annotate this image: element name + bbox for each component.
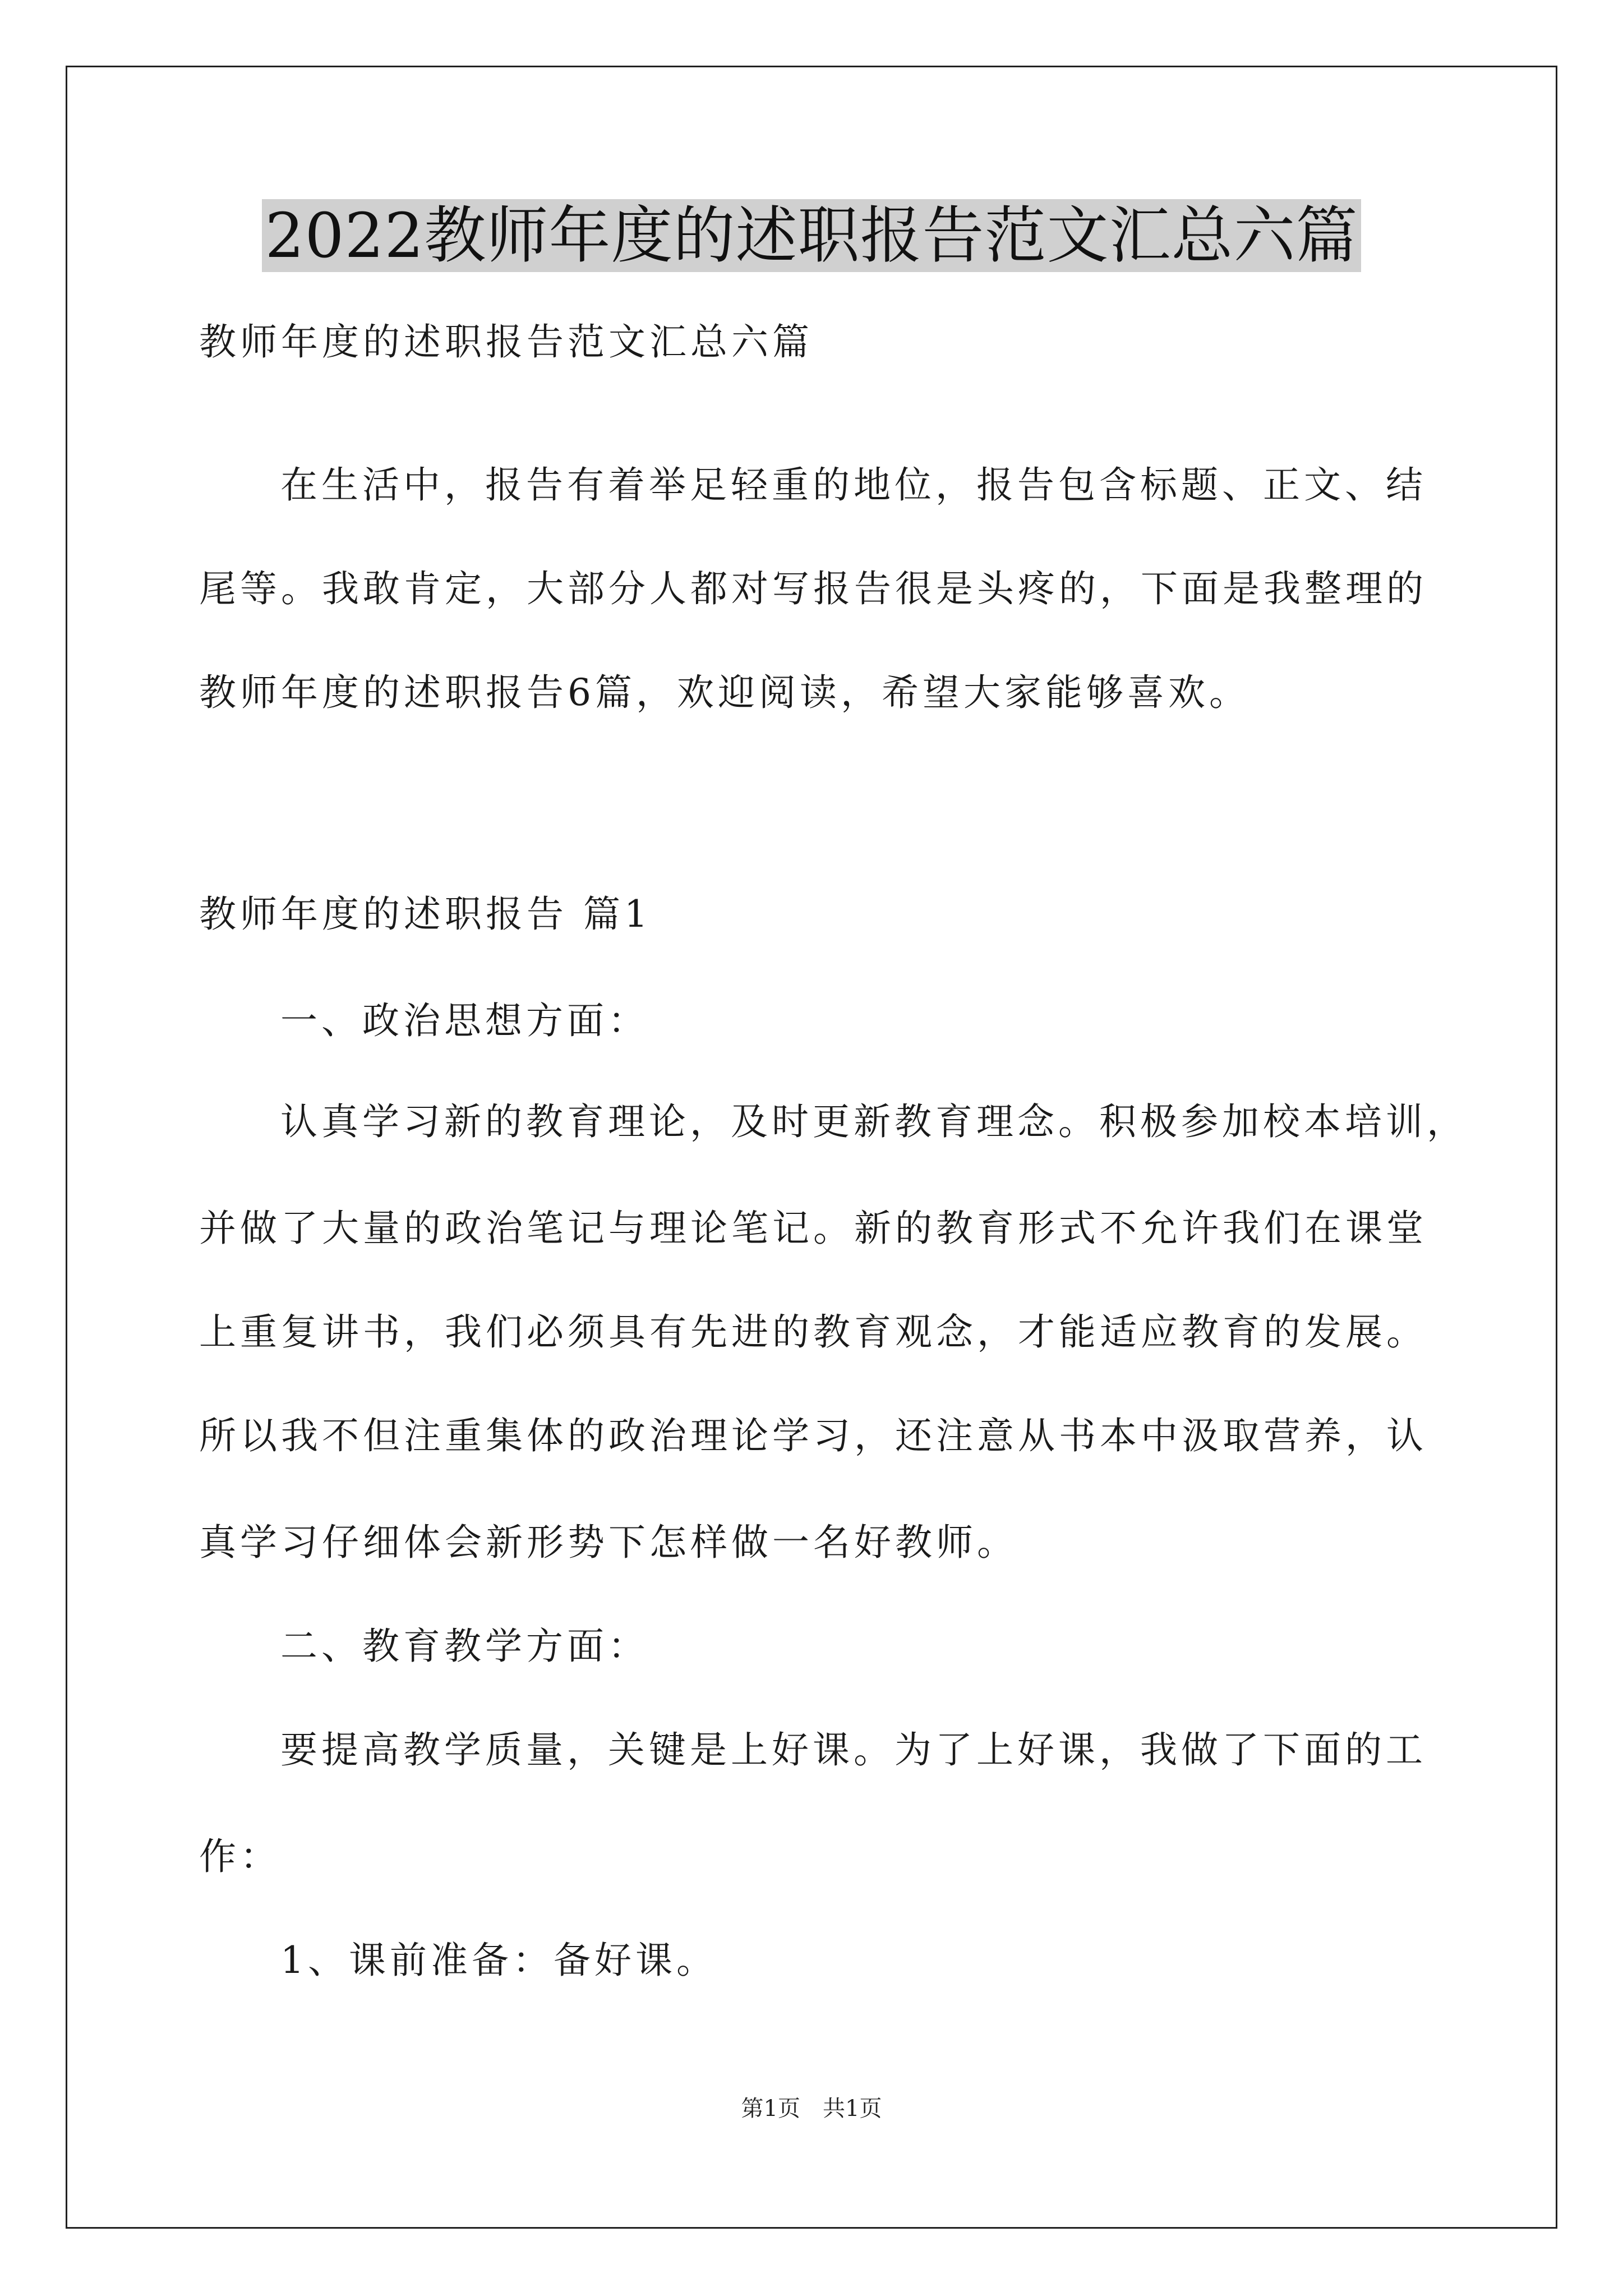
subsection-heading: 一、政治思想方面： <box>280 999 649 1042</box>
paragraph-line: 作： <box>199 1835 281 1878</box>
paragraph-line: 认真学习新的教育理论，及时更新教育理念。积极参加校本培训， <box>280 1100 1468 1143</box>
paragraph-line: 真学习仔细体会新形势下怎样做一名好教师。 <box>199 1521 1018 1564</box>
document-title-container <box>0 199 1623 272</box>
page-footer: 第1页 共1页 <box>741 2096 882 2122</box>
paragraph-line: 在生活中，报告有着举足轻重的地位，报告包含标题、正文、结 <box>280 463 1427 507</box>
paragraph-line: 尾等。我敢肯定，大部分人都对写报告很是头疼的，下面是我整理的 <box>199 567 1427 610</box>
list-item: 1、课前准备：备好课。 <box>280 1939 717 1982</box>
page-border <box>66 66 1557 2229</box>
section-heading: 教师年度的述职报告 篇1 <box>199 892 652 936</box>
paragraph-line: 要提高教学质量，关键是上好课。为了上好课，我做了下面的工 <box>280 1728 1427 1772</box>
paragraph-line: 教师年度的述职报告6篇，欢迎阅读，希望大家能够喜欢。 <box>199 671 1250 714</box>
subtitle-line: 教师年度的述职报告范文汇总六篇 <box>199 320 813 364</box>
paragraph-line: 并做了大量的政治笔记与理论笔记。新的教育形式不允许我们在课堂 <box>199 1207 1427 1250</box>
paragraph-line: 上重复讲书，我们必须具有先进的教育观念，才能适应教育的发展。 <box>199 1310 1427 1354</box>
document-title: 2022教师年度的述职报告范文汇总六篇 <box>262 199 1362 272</box>
paragraph-line: 所以我不但注重集体的政治理论学习，还注意从书本中汲取营养，认 <box>199 1414 1427 1457</box>
subsection-heading: 二、教育教学方面： <box>280 1625 649 1668</box>
